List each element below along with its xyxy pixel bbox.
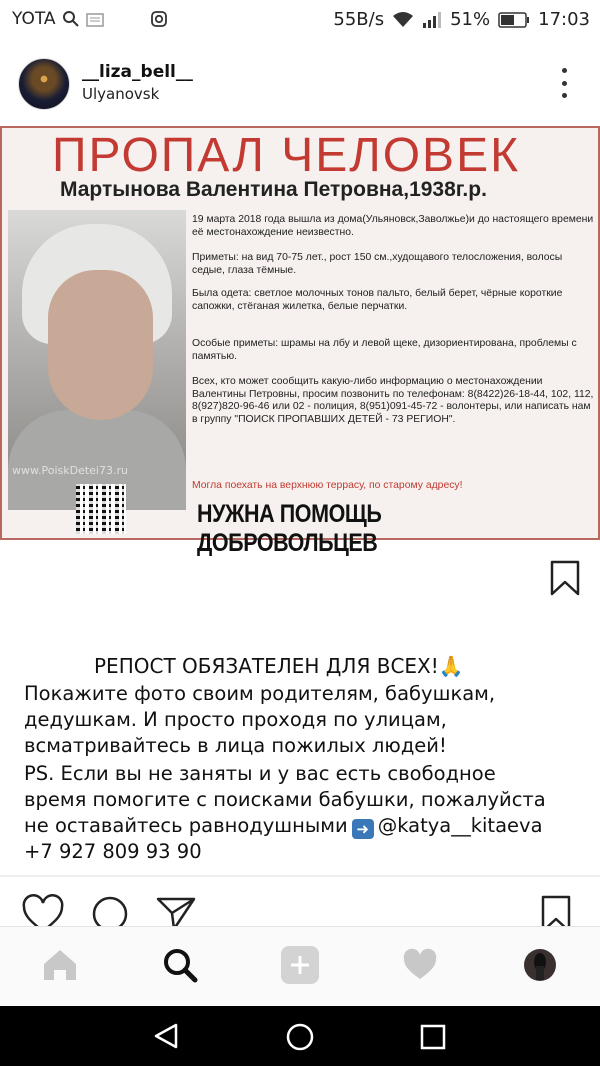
poster-watermark: www.PoiskDetei73.ru (12, 464, 128, 477)
poster-red-note: Могла поехать на верхнюю террасу, по старому адресу! (192, 480, 463, 491)
user-avatar[interactable] (18, 58, 70, 110)
home-icon[interactable] (40, 945, 80, 985)
caption-line (24, 814, 543, 839)
caption-line: Покажите фото своим родителям, бабушкам, (24, 682, 496, 705)
post-header (0, 40, 600, 126)
post-location[interactable]: Ulyanovsk (82, 85, 160, 103)
clock: 17:03 (538, 9, 590, 30)
poster-text: 19 марта 2018 года вышла из дома(Ульяновск,Заволжье)и до настоящего времени её местонахождение неизвестно. (192, 214, 594, 238)
back-icon[interactable] (152, 1022, 180, 1050)
caption-mention-link[interactable]: @katya__kitaeva (377, 814, 543, 837)
activity-heart-icon[interactable] (400, 945, 440, 985)
post-caption (0, 640, 600, 875)
battery-icon (498, 12, 530, 28)
poster-text: Была одета: светлое молочных тонов пальто, белый берет, чёрные короткие сапожки, стёганая жилетка, белые перчатки. (192, 288, 563, 312)
system-navigation-bar (0, 1006, 600, 1066)
home-circle-icon[interactable] (285, 1022, 315, 1052)
caption-title: РЕПОСТ ОБЯЗАТЕЛЕН ДЛЯ ВСЕХ!🙏 (94, 654, 464, 678)
caption-phone: +7 927 809 93 90 (24, 840, 202, 863)
caption-line: всматривайтесь в лица пожилых людей! (24, 734, 447, 757)
status-bar (0, 0, 600, 40)
poster-text: Приметы: на вид 70-75 лет., рост 150 см.,худощавого телосложения, волосы седые, глаза тёмные. (192, 252, 563, 276)
more-options-icon[interactable] (560, 68, 568, 98)
caption-text: не оставайтесь равнодушными (24, 814, 348, 837)
recent-apps-icon[interactable] (420, 1024, 446, 1050)
search-icon[interactable] (160, 945, 200, 985)
profile-avatar[interactable] (520, 945, 560, 985)
poster-title: ПРОПАЛ ЧЕЛОВЕК (52, 129, 521, 182)
post-actions (0, 877, 600, 927)
poster-text: Всех, кто может сообщить какую-либо информацию о местонахождении Валентины Петровны, просим позвонить по телефонам: 8(8422)26-18-44, 102, 112, 8(927)820-96-46 или 02 - полиция, 8(951)091-45-72 - волонтеры, или написать нам в группу "ПОИСК ПРОПАВШИХ ДЕТЕЙ - 73 РЕГИОН". (192, 376, 594, 425)
bottom-navigation (0, 926, 600, 1007)
carrier-label: YOTA (12, 9, 56, 29)
caption-line: PS. Если вы не заняты и у вас есть свободное (24, 762, 496, 785)
post-username[interactable]: __liza_bell__ (82, 62, 193, 82)
search-status-icon (62, 10, 80, 28)
qr-code (76, 484, 126, 534)
missing-person-photo (8, 210, 186, 495)
bookmark-icon[interactable] (548, 560, 582, 596)
caption-line: дедушкам. И просто проходя по улицам, (24, 708, 447, 731)
network-speed: 55B/s (333, 9, 385, 30)
poster-person-name: Мартынова Валентина Петровна,1938г.р. (60, 178, 487, 201)
poster-text: Особые приметы: шрамы на лбу и левой щеке, дизориентирована, проблемы с памятью. (192, 338, 577, 362)
instagram-status-icon (150, 10, 168, 28)
svg-text:+: + (513, 13, 523, 27)
signal-icon (422, 11, 442, 29)
add-post-icon[interactable] (280, 945, 320, 985)
post-image[interactable] (0, 126, 600, 557)
wifi-icon (392, 11, 414, 29)
caption-line: время помогите с поисками бабушки, пожалуйста (24, 788, 546, 811)
battery-percent: 51% (450, 9, 491, 30)
arrow-right-icon: ➜ (352, 819, 374, 839)
notification-icon (86, 11, 104, 27)
poster-help-banner: НУЖНА ПОМОЩЬ ДОБРОВОЛЬЦЕВ (197, 500, 382, 557)
